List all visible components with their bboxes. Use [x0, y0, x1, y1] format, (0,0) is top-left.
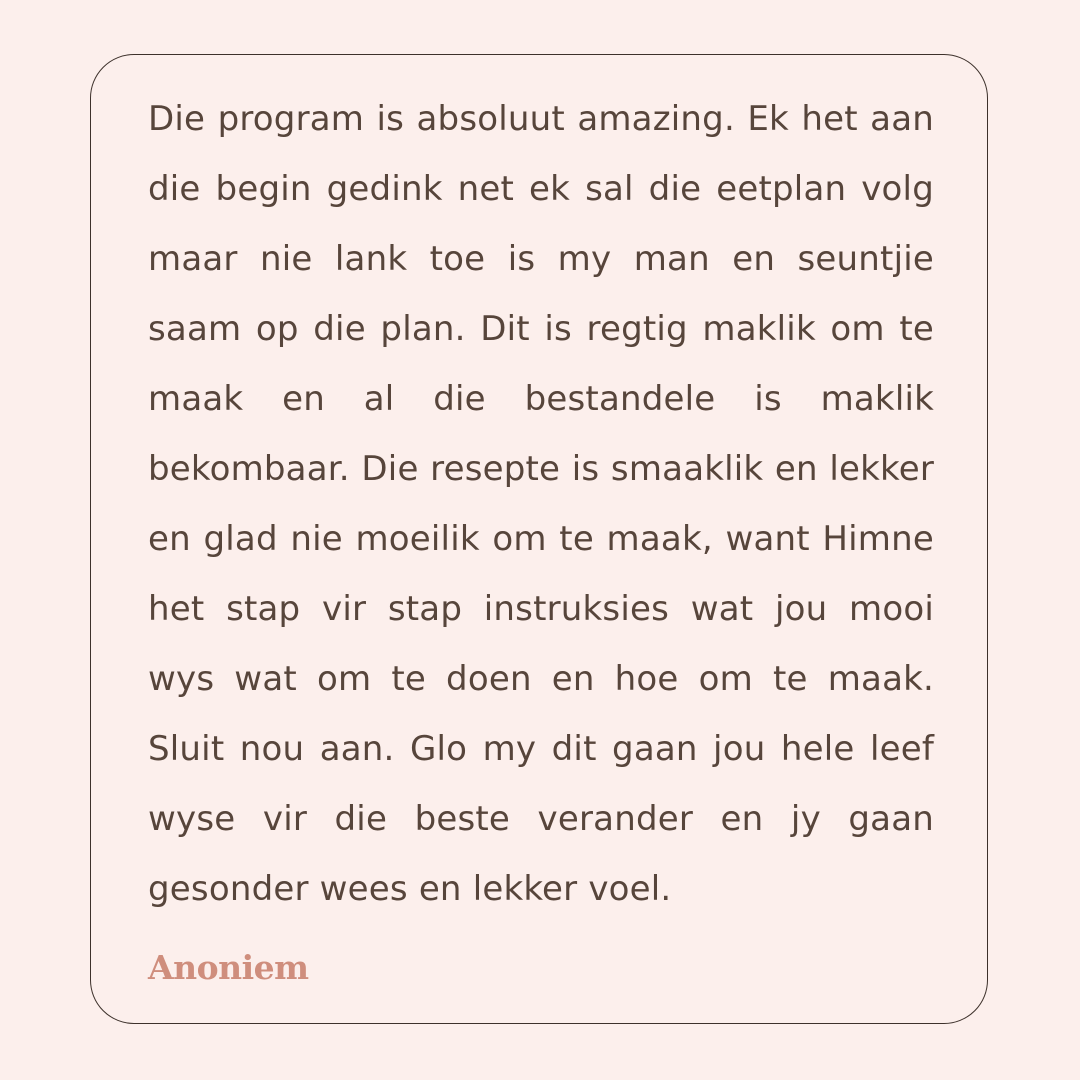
testimonial-text: Die program is absoluut amazing. Ek het aan die begin gedink net ek sal die eetplan volg maar nie lank toe is my man en seuntjie saam op die plan. Dit is regtig maklik om te maak en al die bestandele is maklik bekombaar. Die resepte is smaaklik en lekker en glad nie moeilik om te maak, want Himne het stap vir stap instruksies wat jou mooi wys wat om te doen en hoe om te maak. Sluit nou aan. Glo my dit gaan jou hele leef wyse vir die beste verander en jy gaan gesonder wees en lekker voel.	[148, 99, 934, 909]
testimonial-author: Anoniem	[148, 948, 309, 987]
